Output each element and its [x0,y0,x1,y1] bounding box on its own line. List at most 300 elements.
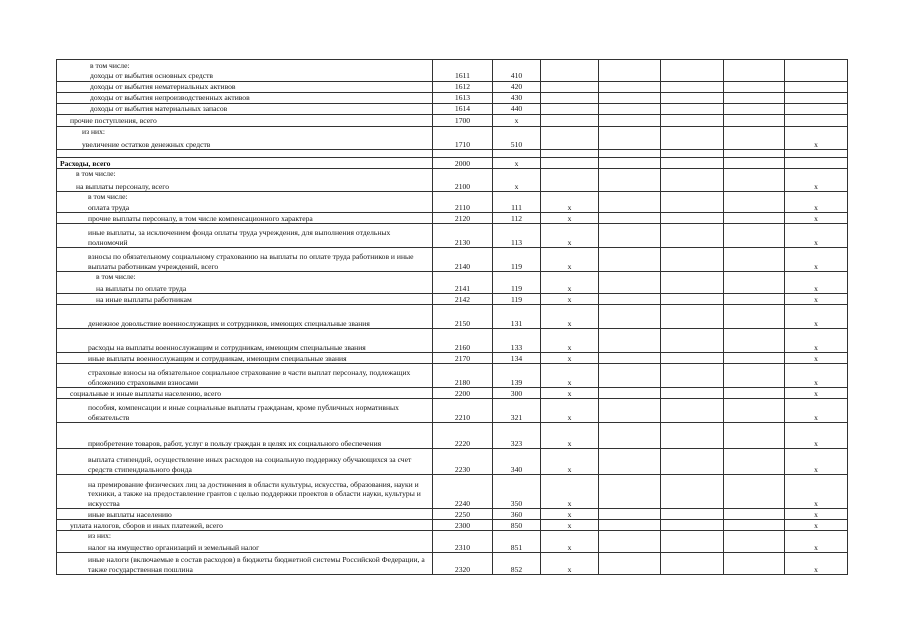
value-cell [661,531,724,541]
value-cell: x [785,475,848,509]
value-cell: x [541,423,599,449]
value-cell [724,388,785,399]
table-row [57,82,848,93]
row-code-cell: 1613 [433,93,493,104]
kosgu-code-cell: 852 [493,553,541,575]
row-code-cell: 2160 [433,329,493,353]
kosgu-code-cell [493,150,541,158]
row-code-cell: 1710 [433,137,493,150]
row-code-cell: 2240 [433,475,493,509]
financial-plan-table [56,59,848,575]
row-code-cell: 2320 [433,553,493,575]
row-name-cell: выплата стипендий, осуществление иных расходов на социальную поддержку обучающихся за счет средств стипендиального фонда [57,449,433,475]
table-row [57,115,848,127]
value-cell [724,192,785,202]
value-cell [785,71,848,82]
row-name-cell: уплата налогов, сборов и иных платежей, всего [57,520,433,531]
value-cell: x [785,305,848,329]
row-code-cell: 2150 [433,305,493,329]
value-cell [724,520,785,531]
value-cell: x [785,329,848,353]
value-cell: x [541,449,599,475]
row-code-cell: 2220 [433,423,493,449]
value-cell [599,282,661,294]
value-cell [661,305,724,329]
kosgu-code-cell: 139 [493,364,541,388]
value-cell [661,509,724,520]
value-cell [785,192,848,202]
value-cell [599,553,661,575]
table-row [57,305,848,329]
value-cell [661,137,724,150]
kosgu-code-cell: 430 [493,93,541,104]
row-name-cell: иные выплаты, за исключением фонда оплаты труда учреждения, для выполнения отдельных полномочий [57,224,433,248]
value-cell [661,82,724,93]
table-row [57,423,848,449]
kosgu-code-cell: x [493,179,541,192]
value-cell: x [785,248,848,272]
value-cell [599,294,661,305]
value-cell [599,329,661,353]
value-cell [599,60,661,71]
kosgu-code-cell: 410 [493,71,541,82]
table-row [57,272,848,282]
table-row [57,213,848,224]
value-cell: x [785,137,848,150]
kosgu-code-cell [493,192,541,202]
kosgu-code-cell: 134 [493,353,541,364]
value-cell [724,202,785,213]
value-cell [599,509,661,520]
table-row [57,224,848,248]
row-code-cell [433,531,493,541]
value-cell [541,169,599,179]
row-code-cell: 2140 [433,248,493,272]
value-cell [599,192,661,202]
value-cell [724,329,785,353]
row-name-cell: на иные выплаты работникам [57,294,433,305]
value-cell [724,71,785,82]
value-cell [541,93,599,104]
kosgu-code-cell: 300 [493,388,541,399]
row-name-cell: доходы от выбытия нематериальных активов [57,82,433,93]
table-row [57,60,848,71]
kosgu-code-cell: 321 [493,399,541,423]
value-cell [661,169,724,179]
value-cell [661,541,724,553]
value-cell [724,541,785,553]
row-name-cell: на выплаты персоналу, всего [57,179,433,192]
value-cell [785,150,848,158]
value-cell: x [541,202,599,213]
value-cell: x [541,553,599,575]
value-cell [661,294,724,305]
value-cell [541,71,599,82]
value-cell [724,272,785,282]
row-code-cell [433,169,493,179]
row-name-cell: доходы от выбытия непроизводственных активов [57,93,433,104]
row-code-cell: 1614 [433,104,493,115]
value-cell [541,60,599,71]
table-row [57,541,848,553]
value-cell [724,115,785,127]
table-row [57,169,848,179]
row-code-cell: 2210 [433,399,493,423]
row-name-cell: доходы от выбытия материальных запасов [57,104,433,115]
value-cell [785,158,848,169]
value-cell: x [785,399,848,423]
value-cell [599,150,661,158]
value-cell [724,305,785,329]
row-code-cell: 1612 [433,82,493,93]
row-name-cell: оплата труда [57,202,433,213]
kosgu-code-cell: x [493,158,541,169]
value-cell [724,82,785,93]
value-cell [541,137,599,150]
value-cell [661,272,724,282]
table-row [57,509,848,520]
row-code-cell [433,60,493,71]
value-cell: x [541,353,599,364]
table-row [57,137,848,150]
row-name-cell: иные выплаты военнослужащим и сотрудникам, имеющим специальные звания [57,353,433,364]
value-cell [724,93,785,104]
value-cell [724,137,785,150]
value-cell: x [785,353,848,364]
value-cell [785,531,848,541]
value-cell [599,213,661,224]
kosgu-code-cell: 340 [493,449,541,475]
table-row [57,399,848,423]
value-cell [661,248,724,272]
value-cell [599,541,661,553]
value-cell [599,224,661,248]
kosgu-code-cell: 420 [493,82,541,93]
value-cell [724,531,785,541]
value-cell: x [541,475,599,509]
value-cell [724,169,785,179]
value-cell [785,169,848,179]
value-cell [724,282,785,294]
value-cell [785,82,848,93]
kosgu-code-cell: 131 [493,305,541,329]
value-cell [599,115,661,127]
value-cell [599,449,661,475]
row-name-cell: в том числе: [57,60,433,71]
kosgu-code-cell [493,531,541,541]
value-cell: x [541,282,599,294]
row-code-cell: 2110 [433,202,493,213]
kosgu-code-cell: 112 [493,213,541,224]
row-code-cell: 2100 [433,179,493,192]
row-code-cell [433,192,493,202]
value-cell [785,60,848,71]
value-cell [661,388,724,399]
kosgu-code-cell: 360 [493,509,541,520]
table-row [57,520,848,531]
value-cell [724,449,785,475]
value-cell: x [541,329,599,353]
kosgu-code-cell: 440 [493,104,541,115]
row-code-cell: 2200 [433,388,493,399]
row-name-cell: прочие выплаты персоналу, в том числе компенсационного характера [57,213,433,224]
kosgu-code-cell: 133 [493,329,541,353]
row-name-cell: взносы по обязательному социальному страхованию на выплаты по оплате труда работников и иные выплаты работникам учреждений, всего [57,248,433,272]
value-cell [599,104,661,115]
row-code-cell: 1700 [433,115,493,127]
value-cell [599,179,661,192]
row-code-cell: 2300 [433,520,493,531]
value-cell [785,115,848,127]
row-name-cell: иные выплаты населению [57,509,433,520]
kosgu-code-cell [493,169,541,179]
value-cell [661,329,724,353]
value-cell [541,82,599,93]
value-cell [661,353,724,364]
kosgu-code-cell: 510 [493,137,541,150]
value-cell: x [785,213,848,224]
value-cell [661,158,724,169]
row-code-cell: 2141 [433,282,493,294]
value-cell [599,248,661,272]
kosgu-code-cell: 850 [493,520,541,531]
value-cell [724,248,785,272]
value-cell [724,150,785,158]
table-row [57,158,848,169]
table-row [57,353,848,364]
value-cell [599,82,661,93]
value-cell: x [785,423,848,449]
value-cell: x [785,202,848,213]
row-code-cell: 2310 [433,541,493,553]
row-name-cell [57,150,433,158]
value-cell: x [785,364,848,388]
value-cell [541,158,599,169]
value-cell [661,150,724,158]
table-row [57,329,848,353]
table-row [57,104,848,115]
row-code-cell [433,150,493,158]
row-code-cell [433,272,493,282]
value-cell [661,553,724,575]
kosgu-code-cell: 323 [493,423,541,449]
value-cell [785,93,848,104]
table-row [57,449,848,475]
row-name-cell: Расходы, всего [57,158,433,169]
value-cell [599,202,661,213]
row-name-cell: увеличение остатков денежных средств [57,137,433,150]
row-name-cell: денежное довольствие военнослужащих и сотрудников, имеющих специальные звания [57,305,433,329]
value-cell: x [785,224,848,248]
kosgu-code-cell: 119 [493,294,541,305]
row-name-cell: в том числе: [57,169,433,179]
value-cell [661,449,724,475]
row-name-cell: приобретение товаров, работ, услуг в пользу граждан в целях их социального обеспечения [57,423,433,449]
table-row [57,192,848,202]
row-name-cell: в том числе: [57,272,433,282]
row-name-cell: расходы на выплаты военнослужащим и сотрудникам, имеющим специальные звания [57,329,433,353]
value-cell [785,272,848,282]
row-name-cell: прочие поступления, всего [57,115,433,127]
row-name-cell: доходы от выбытия основных средств [57,71,433,82]
value-cell [541,115,599,127]
row-name-cell: из них: [57,531,433,541]
value-cell [541,150,599,158]
value-cell [599,399,661,423]
value-cell [724,224,785,248]
value-cell [661,104,724,115]
row-name-cell: на премирование физических лиц за достижения в области культуры, искусства, образования, науки и техники, а также на предоставление грантов с целью поддержки проектов в области науки, культуры и искусства [57,475,433,509]
value-cell [724,104,785,115]
value-cell [599,158,661,169]
value-cell [599,531,661,541]
kosgu-code-cell [493,127,541,137]
value-cell: x [541,248,599,272]
value-cell [599,388,661,399]
value-cell: x [541,388,599,399]
row-code-cell: 2130 [433,224,493,248]
table-row [57,93,848,104]
value-cell [661,127,724,137]
kosgu-code-cell: 350 [493,475,541,509]
value-cell [661,202,724,213]
row-name-cell: налог на имущество организаций и земельный налог [57,541,433,553]
value-cell [661,282,724,294]
value-cell [661,115,724,127]
table-row [57,282,848,294]
value-cell: x [785,509,848,520]
row-name-cell: в том числе: [57,192,433,202]
value-cell [541,127,599,137]
value-cell [724,364,785,388]
value-cell [785,127,848,137]
value-cell [724,127,785,137]
value-cell [724,294,785,305]
value-cell: x [785,553,848,575]
value-cell [599,93,661,104]
value-cell [724,158,785,169]
value-cell [661,60,724,71]
value-cell [661,213,724,224]
row-code-cell [433,127,493,137]
value-cell [599,520,661,531]
value-cell [599,423,661,449]
value-cell [599,364,661,388]
table-row [57,248,848,272]
value-cell: x [785,388,848,399]
kosgu-code-cell: 113 [493,224,541,248]
value-cell [599,137,661,150]
value-cell [541,192,599,202]
value-cell [541,531,599,541]
row-code-cell: 2170 [433,353,493,364]
value-cell [661,520,724,531]
kosgu-code-cell [493,272,541,282]
value-cell: x [541,294,599,305]
value-cell [661,224,724,248]
value-cell [599,305,661,329]
value-cell [724,179,785,192]
value-cell [599,475,661,509]
kosgu-code-cell: 119 [493,248,541,272]
row-name-cell: на выплаты по оплате труда [57,282,433,294]
value-cell [724,475,785,509]
value-cell: x [785,294,848,305]
table-row [57,553,848,575]
kosgu-code-cell [493,60,541,71]
value-cell [661,179,724,192]
row-name-cell: пособия, компенсации и иные социальные выплаты гражданам, кроме публичных нормативных обязательств [57,399,433,423]
table-row [57,179,848,192]
value-cell: x [541,213,599,224]
table-row [57,388,848,399]
row-name-cell: страховые взносы на обязательное социальное страхование в части выплат персоналу, подлежащих обложению страховыми взносами [57,364,433,388]
value-cell: x [785,282,848,294]
table-row [57,531,848,541]
value-cell [724,60,785,71]
value-cell [541,104,599,115]
row-code-cell: 2120 [433,213,493,224]
value-cell [724,553,785,575]
value-cell: x [541,541,599,553]
value-cell [661,192,724,202]
value-cell [599,71,661,82]
value-cell: x [541,509,599,520]
value-cell [724,399,785,423]
row-name-cell: иные налоги (включаемые в состав расходов) в бюджеты бюджетной системы Российской Федерации, а также государственная пошлина [57,553,433,575]
value-cell: x [541,364,599,388]
value-cell: x [785,541,848,553]
value-cell [661,475,724,509]
table-row [57,127,848,137]
table-row [57,150,848,158]
kosgu-code-cell: 111 [493,202,541,213]
value-cell: x [541,224,599,248]
value-cell [661,93,724,104]
table-row [57,364,848,388]
table-row [57,202,848,213]
row-name-cell: социальные и иные выплаты населению, всего [57,388,433,399]
row-code-cell: 2230 [433,449,493,475]
value-cell [541,272,599,282]
value-cell [661,364,724,388]
table-row [57,475,848,509]
row-code-cell: 2180 [433,364,493,388]
kosgu-code-cell: x [493,115,541,127]
row-code-cell: 1611 [433,71,493,82]
value-cell: x [541,305,599,329]
value-cell: x [785,449,848,475]
value-cell [724,213,785,224]
row-code-cell: 2250 [433,509,493,520]
table-row [57,294,848,305]
row-code-cell: 2142 [433,294,493,305]
value-cell [599,169,661,179]
value-cell [724,509,785,520]
value-cell [541,179,599,192]
row-code-cell: 2000 [433,158,493,169]
kosgu-code-cell: 851 [493,541,541,553]
value-cell [661,423,724,449]
value-cell: x [785,179,848,192]
row-name-cell: из них: [57,127,433,137]
value-cell [599,353,661,364]
value-cell [724,423,785,449]
value-cell [724,353,785,364]
value-cell [599,127,661,137]
value-cell [599,272,661,282]
value-cell: x [541,399,599,423]
